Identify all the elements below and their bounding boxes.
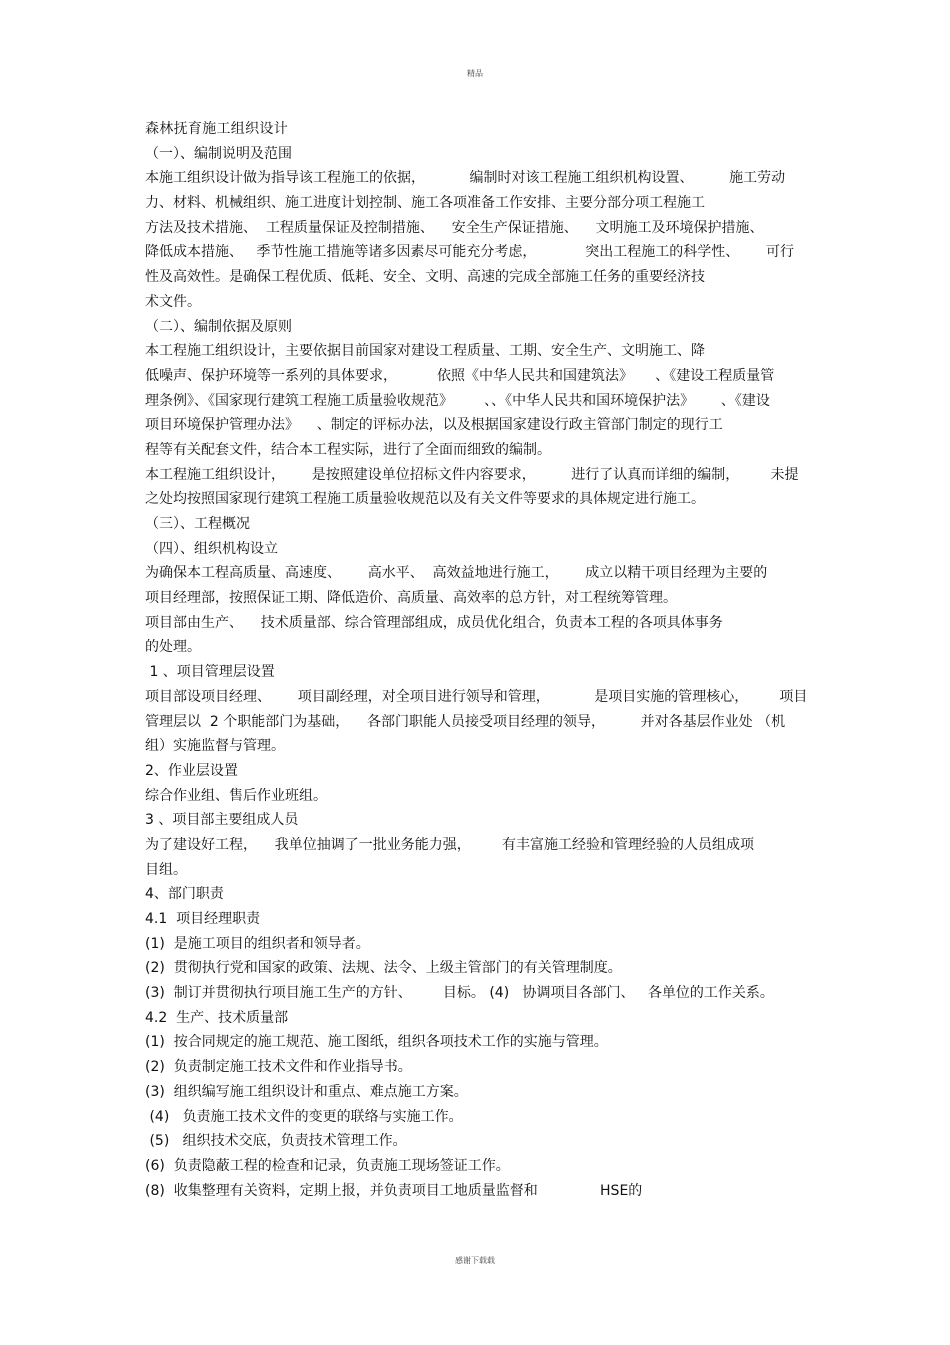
text-line: 4、部门职责 <box>145 886 224 903</box>
document-title: 森林抚育施工组织设计 <box>145 121 288 137</box>
text-line: 1 、项目管理层设置 <box>145 664 275 681</box>
text-line: (8) 收集整理有关资料，定期上报，并负责项目工地质量监督和 HSE的 <box>145 1182 643 1199</box>
text-line: (1) 是施工项目的组织者和领导者。 <box>145 935 370 952</box>
text-line: 之处均按照国家现行建筑工程施工质量验收规范以及有关文件等要求的具体规定进行施工。 <box>145 491 705 508</box>
page-header-mark: 精品 <box>467 69 483 78</box>
text-line: 为了建设好工程， 我单位抽调了一批业务能力强， 有丰富施工经验和管理经验的人员组成项 <box>145 836 754 853</box>
text-line: 综合作业组、售后作业班组。 <box>145 787 327 804</box>
text-line: (4) 负责施工技术文件的变更的联络与实施工作。 <box>145 1108 463 1125</box>
document-body <box>145 117 810 1203</box>
text-line: 管理层以 2 个职能部门为基础， 各部门职能人员接受项目经理的领导， 并对各基层作业处 （机 <box>145 713 786 730</box>
text-line: 目组。 <box>145 861 187 878</box>
text-line: (3) 组织编写施工组织设计和重点、难点施工方案。 <box>145 1083 468 1100</box>
text-line: 术文件。 <box>145 293 201 310</box>
text-line: 的处理。 <box>145 639 201 656</box>
text-line: 项目部设项目经理、 项目副经理，对全项目进行领导和管理， 是项目实施的管理核心， 项目 <box>145 688 808 705</box>
text-line: 低噪声、保护环境等一系列的具体要求， 依照《中华人民共和国建筑法》 、《建设工程质量管 <box>145 367 775 384</box>
text-line: 性及高效性。是确保工程优质、低耗、安全、文明、高速的完成全部施工任务的重要经济技 <box>145 269 705 286</box>
text-line: (6) 负责隐蔽工程的检查和记录，负责施工现场签证工作。 <box>145 1157 510 1174</box>
text-line: 本施工组织设计做为指导该工程施工的依据， 编制时对该工程施工组织机构设置、 施工劳动 <box>145 170 786 187</box>
text-line: (3) 制订并贯彻执行项目施工生产的方针、 目标。 (4) 协调项目各部门、 各单位的工作关系。 <box>145 985 774 1002</box>
text-line: （三）、工程概况 <box>145 516 250 532</box>
text-line: 组）实施监督与管理。 <box>145 738 285 755</box>
text-line: 2、作业层设置 <box>145 762 238 779</box>
text-line: (1) 按合同规定的施工规范、施工图纸，组织各项技术工作的实施与管理。 <box>145 1034 608 1051</box>
text-line: (5) 组织技术交底，负责技术管理工作。 <box>145 1133 407 1150</box>
text-line: 项目环境保护管理办法》 、制定的评标办法，以及根据国家建设行政主管部门制定的现行工 <box>145 417 723 434</box>
text-line: 3 、项目部主要组成人员 <box>145 812 299 829</box>
text-line: 本工程施工组织设计，主要依据目前国家对建设工程质量、工期、安全生产、文明施工、降 <box>145 343 705 360</box>
text-line: 理条例》、《国家现行建筑工程施工质量验收规范》 、、《中华人民共和国环境保护法》 、《建设 <box>145 392 770 409</box>
text-line: （二）、编制依据及原则 <box>145 318 292 335</box>
text-line: 本工程施工组织设计， 是按照建设单位招标文件内容要求， 进行了认真而详细的编制， 未提 <box>145 466 799 483</box>
text-line: 为确保本工程高质量、高速度、 高水平、 高效益地进行施工， 成立以精干项目经理为主要的 <box>145 565 768 582</box>
text-line: 程等有关配套文件，结合本工程实际，进行了全面而细致的编制。 <box>145 441 551 458</box>
page-footer-mark: 感谢下载载 <box>455 1256 495 1265</box>
text-line: 力、材料、机械组织、施工进度计划控制、施工各项准备工作安排、主要分部分项工程施工 <box>145 195 705 212</box>
text-line: 4.1 项目经理职责 <box>145 911 261 927</box>
text-line: 方法及技术措施、 工程质量保证及控制措施、 安全生产保证措施、 文明施工及环境保护措施、 <box>145 219 764 236</box>
text-line: 项目部由生产、 技术质量部、综合管理部组成，成员优化组合，负责本工程的各项具体事务 <box>145 614 723 631</box>
text-line: (2) 负责制定施工技术文件和作业指导书。 <box>145 1059 412 1076</box>
text-line: （一）、编制说明及范围 <box>145 145 292 162</box>
text-line: (2) 贯彻执行党和国家的政策、法规、法令、上级主管部门的有关管理制度。 <box>145 960 622 977</box>
text-line: 降低成本措施、 季节性施工措施等诸多因素尽可能充分考虑， 突出工程施工的科学性、 可行 <box>145 244 795 261</box>
text-line: 项目经理部，按照保证工期、降低造价、高质量、高效率的总方针，对工程统筹管理。 <box>145 590 677 607</box>
text-line: 4.2 生产、技术质量部 <box>145 1009 289 1026</box>
text-line: （四）、组织机构设立 <box>145 540 278 557</box>
